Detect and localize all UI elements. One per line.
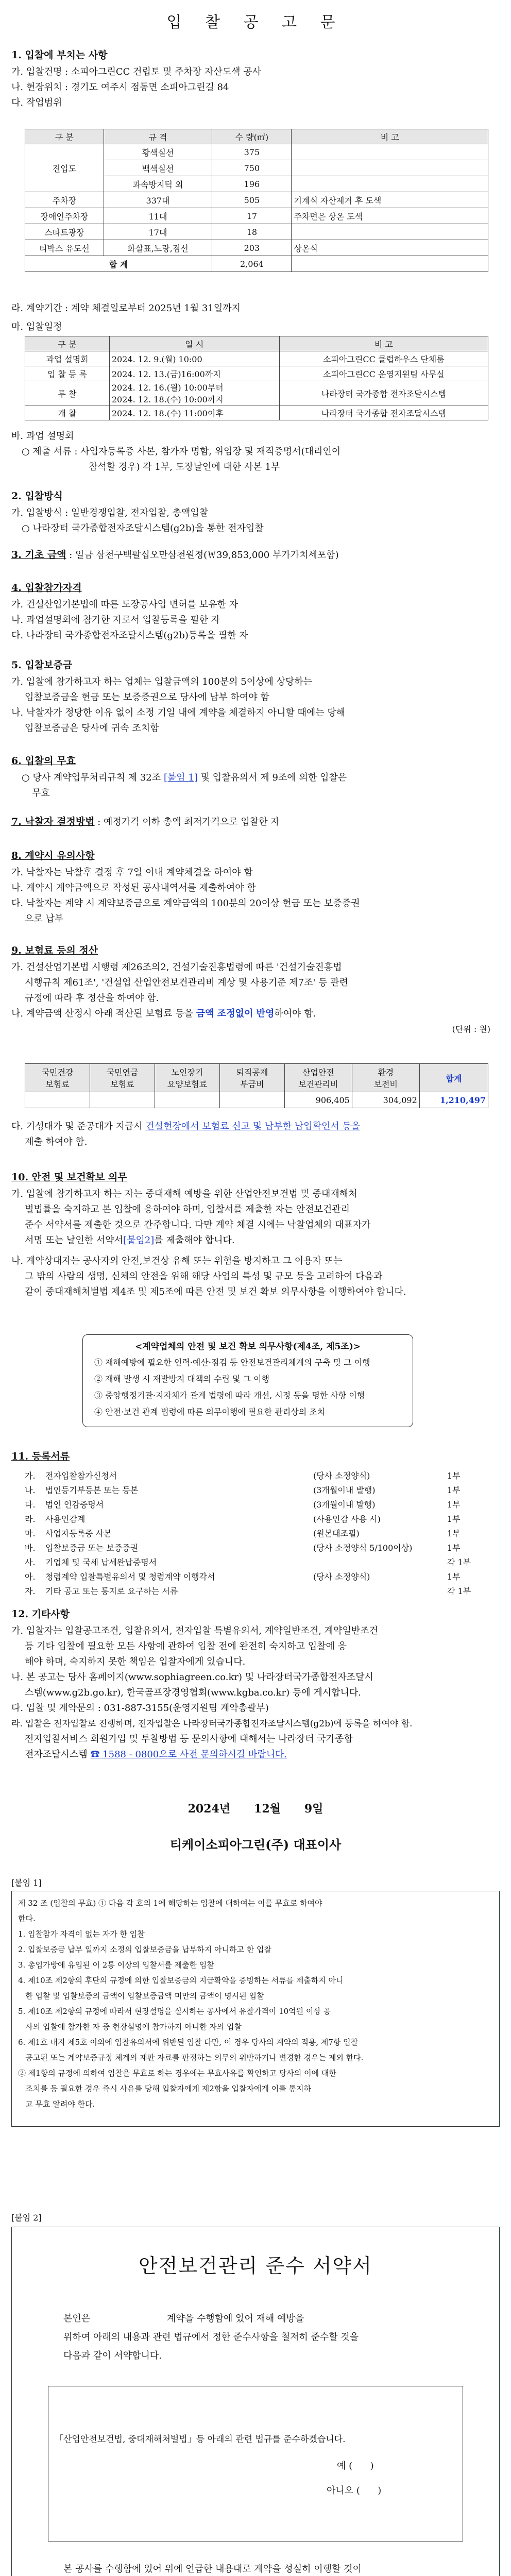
scope-cell: 합 계 (25, 256, 212, 272)
document-item-part: (3개월이내 발행) (313, 1485, 376, 1495)
document-title: 입 찰 공 고 문 (166, 13, 345, 31)
document-item (25, 1527, 473, 1539)
scope-cell: 196 (212, 176, 292, 192)
document-item (25, 1469, 473, 1482)
section-6-heading: 6. 입찰의 무효 (11, 755, 76, 767)
pledge-closing (12, 2560, 499, 2576)
safety-box-items (83, 1354, 413, 1420)
section-5-heading: 5. 입찰보증금 (11, 659, 73, 671)
document-item-part: 1부 (447, 1514, 461, 1524)
attachment-1-line: 한 입찰 및 입찰보증의 금액이 입찰보증금액 미만의 금액이 명시된 입찰 (18, 1991, 264, 2001)
insurance-header-cell: 합계 (419, 1064, 488, 1092)
schedule-cell: 2024. 12. 13.(금)16:00까지 (109, 366, 279, 381)
document-item-part: (사용인감 사용 시) (313, 1514, 381, 1524)
attachment-1-line: 4. 제10조 제2항의 후단의 규정에 의한 입찰보증금의 지급확약을 증빙하는 서류를 제출하지 아니 (18, 1976, 344, 1985)
s9-item-c3: 제출 하여야 함. (25, 1137, 88, 1147)
s8-item-b: 나. 계약시 계약금액으로 작성된 공사내역서를 제출하여야 함 (11, 883, 256, 893)
scope-cell: 화살표,노랑,점선 (104, 240, 212, 256)
s4-item-c: 다. 나라장터 국가종합전자조달시스템(g2b)등록을 필한 자 (11, 630, 248, 641)
section-11-heading: 11. 등록서류 (11, 1451, 70, 1462)
pledge-no-label: 아니오 (327, 2485, 354, 2496)
scope-cell: 백색실선 (104, 160, 212, 176)
section-12 (11, 1606, 501, 1762)
scope-cell: 505 (212, 192, 292, 208)
s1-item-e: 마. 입찰일정 (11, 321, 62, 332)
attachment-2-label: [붙임 2] (11, 2213, 42, 2223)
scope-cell (292, 176, 488, 192)
s5-item-a2: 입찰보증금을 현금 또는 보증증권으로 당사에 납부 하여야 함 (25, 692, 269, 703)
schedule-cell: 2024. 12. 16.(월) 10:00부터 2024. 12. 18.(수) 10:00까지 (109, 381, 279, 405)
scope-cell: 상온식 (292, 240, 488, 256)
schedule-table (25, 336, 488, 420)
scope-row (25, 192, 488, 208)
document-item-part: 자. (25, 1586, 36, 1596)
attachment-1-line: 2. 입찰보증금 납부 일까지 소정의 입찰보증금을 납부하지 아니하고 한 입찰 (18, 1945, 271, 1954)
document-item-part: (당사 소정양식) (313, 1572, 370, 1582)
scope-header-cell: 수 량(㎡) (212, 129, 292, 144)
section-2-heading: 2. 입찰방식 (11, 490, 63, 502)
s10-item-b2: 그 밖의 사람의 생명, 신체의 안전을 위해 해당 사업의 특성 및 규모 등을 고려하여 다음과 (25, 1271, 383, 1282)
section-1-briefing (11, 429, 501, 475)
section-4-heading: 4. 입찰참가자격 (11, 582, 82, 594)
s5-item-a1: 가. 입찰에 참가하고자 하는 업체는 입찰금액의 100분의 5이상에 상당하는 (11, 676, 313, 687)
scope-cell: 주차면은 상온 도색 (292, 208, 488, 224)
s12-item-b2: 스템(www.g2b.go.kr), 한국골프장경영협회(www.kgba.co.kr) 등에 게시합니다. (25, 1687, 362, 1698)
attachment-1-line: ② 제1항의 규정에 의하여 입찰을 무효로 하는 경우에는 무효사유를 확인하고 당사의 이에 대한 (18, 2069, 336, 2078)
insurance-value-cell: 304,092 (352, 1092, 419, 1108)
attachment-1-line: 3. 총입가방에 유입된 이 2통 이상의 입찰서를 제출한 입찰 (18, 1960, 214, 1970)
s8-item-c1: 다. 낙찰자는 계약 시 계약보증금으로 계약금액의 100분의 20이상 현금 또는 보증증권 (11, 898, 360, 909)
s9-item-a3: 규정에 따라 후 정산을 하여야 함. (25, 993, 159, 1004)
schedule-row (25, 366, 488, 381)
s1-item-c: 다. 작업범위 (11, 97, 62, 108)
scope-cell: 11대 (104, 208, 212, 224)
scope-cell (292, 224, 488, 240)
insurance-value-cell (155, 1092, 219, 1108)
pledge-intro-line: 위하여 아래의 내용과 관련 법규에서 정한 준수사항을 철저히 준수할 것을 (63, 2332, 359, 2343)
s2-item-a: 가. 입찰방식 : 일반경쟁입찰, 전자입찰, 총액입찰 (11, 507, 209, 518)
section-9-cont (11, 1119, 501, 1150)
scope-header-row (25, 129, 488, 144)
document-item-part: 입찰보증금 또는 보증증권 (45, 1543, 139, 1553)
s10-item-b1: 나. 계약상대자는 공사자의 안전,보건상 유해 또는 위험을 방지하고 그 이용자 또는 (11, 1256, 343, 1266)
scope-cell: 17대 (104, 224, 212, 240)
scope-cell: 337대 (104, 192, 212, 208)
attachment-1-line: 1. 입찰참가 자격이 없는 자가 한 입찰 (18, 1929, 145, 1939)
attachment-1-line: 한다. (18, 1914, 36, 1923)
s1-item-f: 바. 과업 설명회 (11, 431, 74, 442)
document-item-part: 기타 공고 또는 통지로 요구하는 서류 (45, 1586, 178, 1596)
announcement-date: 2024년 12월 9일 (188, 1802, 323, 1816)
scope-cell: 과속방지턱 외 (104, 176, 212, 192)
document-item-part: 사업자등록증 사본 (45, 1529, 112, 1538)
insurance-value-cell: 1,210,497 (419, 1092, 488, 1108)
s1-docs-line1: ○ 제출 서류 : 사업자등록증 사본, 참가자 명함, 위임장 및 재직증명서(대리인이 (22, 446, 341, 457)
document-item (25, 1513, 473, 1525)
attachment-1-line: 공고된 또는 계약보증규정 체계의 재판 자료를 판정하는 의무의 위반하거나 변경한 경우는 제외 한다. (18, 2053, 364, 2062)
scope-cell: 스타트광장 (25, 224, 104, 240)
schedule-cell: 과업 설명회 (25, 351, 110, 366)
document-item-part: 라. (25, 1514, 36, 1524)
attachment-1-line: 5. 제10조 제2항의 규정에 따라서 현장설명을 실시하는 공사에서 유찰가격이 10억원 이상 공 (18, 2007, 331, 2016)
document-item-part: 1부 (447, 1485, 461, 1495)
document-item-part: 1부 (447, 1572, 461, 1582)
s4-item-b: 나. 과업설명회에 참가한 자로서 입찰등록을 필한 자 (11, 615, 220, 625)
pledge-closing-line: 본 공사를 수행함에 있어 위에 언급한 내용대로 계약을 성실히 이행할 것이 (63, 2564, 362, 2574)
section-6 (11, 753, 501, 801)
document-item-part: 기업체 및 국세 납세완납증명서 (45, 1557, 157, 1567)
document-item (25, 1570, 473, 1583)
insurance-header-cell: 퇴직공제 부금비 (219, 1064, 284, 1092)
safety-box-title: <계약업체의 안전 및 보건 확보 의무사항(제4조, 제5조)> (134, 1342, 361, 1352)
section-2 (11, 488, 501, 536)
s1-item-d: 라. 계약기간 : 계약 체결일로부터 2025년 1월 31일까지 (11, 303, 241, 314)
scope-cell: 18 (212, 224, 292, 240)
pledge-intro-line: 본인은 계약을 수행함에 있어 재해 예방을 (63, 2313, 304, 2324)
section-11 (11, 1449, 501, 1463)
section-10-heading: 10. 안전 및 보건확보 의무 (11, 1172, 127, 1183)
attachment-1-link[interactable]: [붙임 1] (163, 772, 198, 783)
safety-box-item: ④ 안전·보건 관계 법령에 따른 의무이행에 필요한 관리상의 조치 (94, 1407, 326, 1417)
scope-row (25, 240, 488, 256)
document-item-part: (원본대조필) (313, 1529, 360, 1538)
section-7-heading: 7. 낙찰자 결정방법 (11, 816, 95, 827)
section-3-heading: 3. 기초 금액 (11, 549, 66, 561)
attachment-1-label: [붙임 1] (11, 1878, 42, 1888)
s10-item-a4: 서명 또는 날인한 서약서 (25, 1235, 124, 1246)
s10-item-a4-end: 를 제출해야 합니다. (154, 1235, 235, 1246)
insurance-header-cell: 산업안전 보건관리비 (284, 1064, 352, 1092)
pledge-intro (12, 2310, 499, 2365)
document-item (25, 1498, 473, 1511)
document-item-part: 1부 (447, 1529, 461, 1538)
section-9 (11, 943, 501, 1037)
scope-cell: 기계식 자산제거 후 도색 (292, 192, 488, 208)
schedule-row (25, 351, 488, 366)
attachment-1-line: 제 32 조 (입찰의 무효) ① 다음 각 호의 1에 해당하는 입찰에 대하여는 이를 무효로 하여야 (18, 1899, 322, 1908)
attachment-1-line: 고 무효 알려야 한다. (18, 2099, 95, 2109)
attachment-2-box (11, 2227, 500, 2576)
section-8-heading: 8. 계약시 유의사항 (11, 850, 95, 861)
attachment-1-text (12, 1891, 499, 2116)
pledge-intro-line: 다음과 같이 서약합니다. (63, 2350, 162, 2361)
s12-item-d2: 전자입찰서비스 회원가입 및 투찰방법 등 문의사항에 대해서는 나라장터 국가종합 (25, 1734, 353, 1744)
scope-row (25, 224, 488, 240)
document-item-part: 사용인감계 (45, 1514, 86, 1524)
schedule-cell: 입 찰 등 록 (25, 366, 110, 381)
schedule-row (25, 405, 488, 420)
s2-item-b: ○ 나라장터 국가종합전자조달시스템(g2b)을 통한 전자입찰 (22, 523, 264, 534)
s1-docs-line2: 참석할 경우) 각 1부, 도장날인에 대한 사본 1부 (89, 462, 280, 472)
safety-box-item: ① 재해예방에 필요한 인력·예산·점검 등 안전보건관리체계의 구축 및 그 이행 (94, 1358, 370, 1367)
section-10 (11, 1170, 501, 1300)
s12-item-a3: 해야 하며, 숙지하지 못한 책임은 입찰자에게 있습니다. (25, 1656, 246, 1667)
section-12-heading: 12. 기타사항 (11, 1608, 70, 1620)
attachment-1-line: 조치를 등 필요한 경우 즉시 사유를 당해 입찰자에게 제2항을 입찰자에게 이를 통지하 (18, 2084, 311, 2093)
schedule-header-row (25, 336, 488, 351)
document-item (25, 1484, 473, 1496)
issuer-name: 티케이소피아그린(주) 대표이사 (169, 1837, 342, 1852)
pledge-title: 안전보건관리 준수 서약서 (139, 2255, 372, 2277)
s1-item-a: 가. 입찰건명 : 소피아그린CC 건립토 및 주차장 자산도색 공사 (11, 66, 262, 77)
schedule-cell: 나라장터 국가종합 전자조달시스템 (279, 405, 488, 420)
scope-cell: 203 (212, 240, 292, 256)
document-item-part: 사. (25, 1557, 36, 1567)
s9-item-c2: 건설현장에서 보험료 신고 및 납부한 납입확인서 등을 (145, 1121, 361, 1132)
pledge-item: 「산업안전보건법, 중대재해처벌법」등 아래의 관련 법규를 준수하겠습니다. (55, 2434, 346, 2445)
attachment-1-line: 6. 제1호 내지 제5호 이외에 입찰유의서에 위반된 입찰 다만, 이 경우 당사의 계약의 적용, 제7항 입찰 (18, 2038, 359, 2047)
insurance-header-cell: 노인장기 요양보험료 (155, 1064, 219, 1092)
scope-cell: 황색실선 (104, 144, 212, 160)
unit-label: (단위 : 원) (452, 1024, 490, 1034)
scope-row (25, 144, 488, 160)
insurance-header-cell: 환경 보전비 (352, 1064, 419, 1092)
scope-cell: 티박스 유도선 (25, 240, 104, 256)
document-item (25, 1541, 473, 1554)
document-item-part: 전자입찰참가신청서 (45, 1471, 117, 1481)
document-item-part: 법인등기부등본 또는 등본 (45, 1485, 139, 1495)
insurance-header-cell: 국민건강 보험료 (25, 1064, 90, 1092)
s9-item-c1: 다. 기성대가 및 준공대가 지급시 (11, 1121, 146, 1132)
document-item-part: 각 1부 (447, 1586, 471, 1596)
s8-item-c2: 으로 납부 (25, 913, 64, 924)
safety-box-item: ② 재해 발생 시 재발방지 대책의 수립 및 그 이행 (94, 1374, 269, 1384)
scope-cell: 17 (212, 208, 292, 224)
insurance-value-row (25, 1092, 488, 1108)
s6-text-1: ○ 당사 계약업무처리규칙 제 32조 (22, 772, 161, 783)
scope-cell (292, 144, 488, 160)
document-item-part: 마. (25, 1529, 36, 1538)
schedule-cell: 소피아그린CC 운영지원팀 사무실 (279, 366, 488, 381)
s8-item-a: 가. 낙찰자는 낙찰후 결정 후 7일 이내 계약체결을 하여야 함 (11, 867, 253, 878)
section-5 (11, 657, 501, 736)
s12-item-a2: 등 기타 입찰에 필요한 모든 사항에 관하여 입찰 전에 완전히 숙지하고 입찰에 응 (25, 1641, 347, 1652)
scope-header-cell: 비 고 (292, 129, 488, 144)
section-9-heading: 9. 보험료 등의 정산 (11, 945, 98, 956)
s9-item-a1: 가. 건설산업기본법 시행령 제26조의2, 건설기술진흥법령에 따른 '건설기술진흥법 (11, 962, 342, 973)
scope-cell (292, 160, 488, 176)
section-8 (11, 848, 501, 927)
document-item-part: 1부 (447, 1543, 461, 1553)
base-amount: : 일금 삼천구백팔십오만삼천원정(￦39,853,000 부가가치세포함) (66, 550, 339, 561)
schedule-cell: 2024. 12. 18.(수) 11:00이후 (109, 405, 279, 420)
s4-item-a: 가. 건설산업기본법에 따른 도장공사업 면허를 보유한 자 (11, 599, 238, 610)
document-item-part: 청렴계약 입찰특별유의서 및 청렴계약 이행각서 (45, 1572, 215, 1582)
document-item-part: 법인 인감증명서 (45, 1500, 104, 1510)
s10-item-a3: 준수 서약서를 제출한 것으로 간주합니다. 다만 계약 체결 시에는 낙찰업체의 대표자가 (25, 1219, 371, 1230)
scope-table (25, 129, 488, 272)
s9-item-b3: 하여야 함. (274, 1008, 316, 1019)
scope-cell: 750 (212, 160, 292, 176)
section-7 (11, 814, 501, 830)
s6-text-3: 무효 (32, 788, 50, 799)
document-item-part: 1부 (447, 1471, 461, 1481)
scope-cell: 375 (212, 144, 292, 160)
section-3 (11, 547, 501, 563)
document-item-part: (당사 소정양식) (313, 1471, 370, 1481)
insurance-header-cell: 국민연금 보험료 (90, 1064, 155, 1092)
s9-item-b1: 나. 계약금액 산정시 아래 적산된 보험료 등을 (11, 1008, 196, 1019)
scope-row (25, 208, 488, 224)
schedule-cell: 소피아그린CC 클럽하우스 단체룸 (279, 351, 488, 366)
scope-cell: 장애인주차장 (25, 208, 104, 224)
s12-item-d3: 전자조달시스템 (25, 1749, 88, 1760)
schedule-cell: 나라장터 국가종합 전자조달시스템 (279, 381, 488, 405)
insurance-header-row (25, 1064, 488, 1092)
document-item-part: (3개월이내 발행) (313, 1500, 376, 1510)
schedule-header-cell: 구 분 (25, 336, 110, 351)
s10-item-a2: 벌법률을 숙지하고 본 입찰에 응하여야 하며, 입찰서를 제출한 자는 안전보건관리 (25, 1204, 350, 1215)
scope-cell: 주차장 (25, 192, 104, 208)
s10-item-a1: 가. 입찰에 참가하고자 하는 자는 중대재해 예방을 위한 산업안전보건법 및 중대재해처 (11, 1189, 357, 1199)
s5-item-b2: 입찰보증금은 당사에 귀속 조치함 (25, 723, 159, 734)
document-item-part: 다. (25, 1500, 36, 1510)
attachment-2-link[interactable]: [붙임2] (123, 1235, 155, 1246)
s9-item-a2: 시행규칙 제61조', '건설업 산업안전보건관리비 계상 및 사용기준 제7조' 등 관련 (25, 977, 349, 988)
s10-item-b3: 같이 중대재해처벌법 제4조 및 제5조에 따른 안전 및 보건 확보 의무사항을 이행하여야 합니다. (25, 1286, 406, 1297)
section-1-heading: 1. 입찰에 부치는 사항 (11, 49, 108, 61)
scope-header-cell: 구 분 (25, 129, 104, 144)
attachment-1-box (11, 1891, 500, 2127)
safety-box-item: ③ 중앙행정기관·지자체가 관계 법령에 따라 개선, 시정 등을 명한 사항 이행 (94, 1391, 365, 1400)
document-item-part: 1부 (447, 1500, 461, 1510)
s5-item-b1: 나. 낙찰자가 정당한 이유 없이 소정 기일 내에 계약을 체결하지 아니할 때에는 당해 (11, 707, 346, 718)
safety-duty-box (82, 1334, 413, 1427)
schedule-cell: 투 찰 (25, 381, 110, 405)
section-1 (11, 47, 501, 111)
pledge-yes-box[interactable]: ( ) (349, 2461, 374, 2471)
award-method: : 예정가격 이하 총액 최저가격으로 입찰한 자 (94, 817, 280, 827)
insurance-value-cell (219, 1092, 284, 1108)
scope-cell: 진입도 (25, 144, 104, 192)
scope-row (25, 256, 488, 272)
section-1-cont (11, 301, 501, 335)
insurance-value-cell: 906,405 (284, 1092, 352, 1108)
document-item-part: 바. (25, 1543, 36, 1553)
schedule-header-cell: 일 시 (109, 336, 279, 351)
pledge-yes-label: 예 (337, 2461, 346, 2471)
document-item-part: (당사 소정양식 5/100이상) (313, 1543, 413, 1553)
pledge-no-box[interactable]: ( ) (356, 2485, 382, 2496)
s6-text-2: 및 입찰유의서 제 9조에 의한 입찰은 (200, 772, 347, 783)
g2b-phone: ☎ 1588 - 0800으로 사전 문의하시길 바랍니다. (90, 1749, 287, 1760)
s12-item-c: 다. 입찰 및 계약문의 : 031-887-3155(운영지원팀 계약총괄부) (11, 1703, 269, 1714)
schedule-header-cell: 비 고 (279, 336, 488, 351)
document-item-part: 아. (25, 1572, 36, 1582)
document-item-part: 각 1부 (447, 1557, 471, 1567)
scope-cell: 2,064 (212, 256, 292, 272)
scope-header-cell: 규 격 (104, 129, 212, 144)
schedule-cell: 개 찰 (25, 405, 110, 420)
scope-cell (292, 256, 488, 272)
document-item (25, 1585, 473, 1597)
document-item (25, 1556, 473, 1568)
schedule-cell: 2024. 12. 9.(월) 10:00 (109, 351, 279, 366)
s12-item-b1: 나. 본 공고는 당사 홈페이지(www.sophiagreen.co.kr) 및 나라장터국가종합전자조달시 (11, 1672, 373, 1683)
document-item-part: 가. (25, 1471, 36, 1481)
s9-item-b2: 금액 조정없이 반영 (196, 1008, 275, 1019)
schedule-row (25, 381, 488, 405)
insurance-value-cell (25, 1092, 90, 1108)
insurance-table (25, 1063, 488, 1108)
attachment-1-line: 사의 입찰에 참가한 자 중 현장설명에 참가하지 아니한 자의 입찰 (18, 2022, 242, 2031)
s1-item-b: 나. 현장위치 : 경기도 여주시 점동면 소피아그린길 84 (11, 82, 229, 93)
s12-item-a1: 가. 입찰자는 입찰공고조건, 입찰유의서, 전자입찰 특별유의서, 계약일반조건, 계약일반조건 (11, 1625, 379, 1636)
s12-item-d1: 라. 입찰은 전자입찰로 진행하며, 전자입찰은 나라장터국가종합전자조달시스템(g2b)에 등록을 하여야 함. (11, 1719, 413, 1729)
document-item-part: 나. (25, 1485, 36, 1495)
insurance-value-cell (90, 1092, 155, 1108)
pledge-item-box (48, 2386, 463, 2541)
section-4 (11, 580, 501, 643)
